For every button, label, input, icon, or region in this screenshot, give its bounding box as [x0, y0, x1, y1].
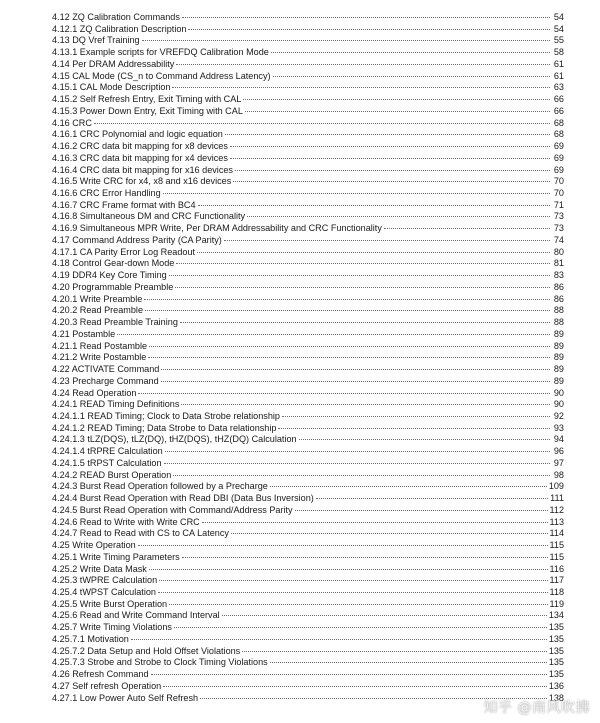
dot-leader — [159, 580, 547, 581]
toc-entry[interactable] — [52, 71, 564, 83]
dot-leader — [316, 498, 548, 499]
toc-entry-page-number: 89 — [553, 352, 564, 363]
toc-entry[interactable] — [52, 423, 564, 435]
toc-entry-page-number: 135 — [548, 633, 564, 644]
dot-leader — [94, 123, 550, 124]
dot-leader — [169, 604, 547, 605]
dot-leader — [164, 463, 550, 464]
dot-leader — [197, 252, 550, 253]
dot-leader — [231, 533, 548, 534]
toc-entry-page-number: 92 — [553, 410, 564, 421]
toc-entry[interactable] — [52, 599, 564, 611]
dot-leader — [148, 357, 550, 358]
toc-entry-title: 4.19 DDR4 Key Core Timing — [52, 270, 167, 281]
dot-leader — [181, 404, 550, 405]
dot-leader — [151, 674, 547, 675]
toc-entry-title: 4.22 ACTIVATE Command — [52, 364, 160, 375]
toc-entry-page-number: 69 — [553, 141, 564, 152]
toc-entry[interactable] — [52, 329, 564, 341]
toc-entry-title: 4.16.4 CRC data bit mapping for x16 devices — [52, 164, 233, 175]
toc-entry[interactable] — [52, 317, 564, 329]
dot-leader — [138, 393, 550, 394]
toc-entry[interactable] — [52, 153, 564, 165]
dot-leader — [384, 228, 550, 229]
dot-leader — [224, 240, 550, 241]
dot-leader — [138, 545, 548, 546]
dot-leader — [165, 451, 550, 452]
toc-entry[interactable] — [52, 470, 564, 482]
toc-entry-page-number: 117 — [549, 575, 564, 586]
toc-entry-title: 4.25.7.2 Data Setup and Hold Offset Violations — [52, 645, 241, 656]
toc-entry-page-number: 116 — [549, 563, 564, 574]
toc-entry-page-number: 135 — [548, 622, 564, 633]
dot-leader — [117, 334, 550, 335]
dot-leader — [230, 158, 550, 159]
table-of-contents — [52, 12, 564, 704]
toc-entry-page-number: 66 — [553, 94, 564, 105]
dot-leader — [182, 17, 550, 18]
dot-leader — [271, 52, 550, 53]
toc-entry-page-number: 54 — [553, 23, 564, 34]
toc-entry[interactable] — [52, 35, 564, 47]
dot-leader — [176, 263, 550, 264]
toc-entry-title: 4.20.1 Write Preamble — [52, 293, 143, 304]
toc-entry[interactable] — [52, 59, 564, 71]
toc-entry-title: 4.16.5 Write CRC for x4, x8 and x16 devices — [52, 176, 232, 187]
toc-entry[interactable] — [52, 481, 564, 493]
toc-entry-page-number: 68 — [553, 129, 564, 140]
dot-leader — [182, 557, 548, 558]
toc-entry-page-number: 69 — [553, 164, 564, 175]
toc-entry-page-number: 73 — [553, 223, 564, 234]
toc-entry[interactable] — [52, 364, 564, 376]
toc-entry[interactable] — [52, 411, 564, 423]
toc-entry[interactable] — [52, 94, 564, 106]
dot-leader — [188, 29, 550, 30]
toc-entry-page-number: 98 — [553, 469, 564, 480]
toc-entry-page-number: 118 — [549, 586, 564, 597]
toc-entry-title: 4.25.1 Write Timing Parameters — [52, 551, 180, 562]
dot-leader — [176, 64, 550, 65]
toc-entry-page-number: 96 — [553, 446, 564, 457]
toc-entry-page-number: 66 — [553, 105, 564, 116]
toc-entry[interactable] — [52, 341, 564, 353]
toc-entry-title: 4.25.5 Write Burst Operation — [52, 598, 168, 609]
toc-entry-page-number: 61 — [553, 58, 564, 69]
dot-leader — [161, 381, 550, 382]
toc-entry[interactable] — [52, 200, 564, 212]
dot-leader — [202, 522, 548, 523]
toc-entry[interactable] — [52, 82, 564, 94]
dot-leader — [225, 134, 550, 135]
toc-entry-title: 4.25.7.3 Strobe and Strobe to Clock Timing Violations — [52, 657, 268, 668]
dot-leader — [145, 310, 550, 311]
toc-entry-title: 4.15.3 Power Down Entry, Exit Timing with CAL — [52, 105, 243, 116]
toc-entry-page-number: 115 — [549, 540, 564, 551]
toc-entry-page-number: 70 — [553, 188, 564, 199]
toc-entry-page-number: 114 — [549, 528, 564, 539]
toc-entry-title: 4.25.2 Write Data Mask — [52, 563, 147, 574]
toc-entry-title: 4.24.1.2 READ Timing; Data Strobe to Data relationship — [52, 422, 277, 433]
toc-entry[interactable] — [52, 517, 564, 529]
toc-entry[interactable] — [52, 294, 564, 306]
toc-entry-page-number: 86 — [553, 281, 564, 292]
toc-entry[interactable] — [52, 587, 564, 599]
dot-leader — [270, 662, 547, 663]
toc-entry-title: 4.24.6 Read to Write with Write CRC — [52, 516, 200, 527]
toc-entry-title: 4.24 Read Operation — [52, 387, 137, 398]
toc-entry-page-number: 89 — [553, 340, 564, 351]
toc-entry-page-number: 55 — [553, 35, 564, 46]
dot-leader — [149, 346, 550, 347]
dot-leader — [163, 686, 547, 687]
toc-entry-title: 4.12.1 ZQ Calibration Description — [52, 23, 187, 34]
toc-entry[interactable] — [52, 211, 564, 223]
toc-entry[interactable] — [52, 657, 564, 669]
toc-entry-title: 4.17 Command Address Parity (CA Parity) — [52, 234, 222, 245]
toc-entry-title: 4.16.2 CRC data bit mapping for x8 devices — [52, 141, 228, 152]
toc-entry-page-number: 115 — [549, 551, 564, 562]
toc-entry-page-number: 138 — [548, 692, 564, 703]
toc-entry[interactable] — [52, 106, 564, 118]
toc-entry-page-number: 109 — [548, 481, 564, 492]
toc-entry[interactable] — [52, 282, 564, 294]
toc-entry-page-number: 89 — [553, 375, 564, 386]
dot-leader — [180, 322, 550, 323]
toc-entry-title: 4.25.7 Write Timing Violations — [52, 622, 172, 633]
dot-leader — [230, 146, 550, 147]
dot-leader — [163, 193, 550, 194]
toc-entry-title: 4.16 CRC — [52, 117, 92, 128]
dot-leader — [233, 181, 550, 182]
toc-entry-page-number: 89 — [553, 328, 564, 339]
toc-entry[interactable] — [52, 176, 564, 188]
toc-entry[interactable] — [52, 446, 564, 458]
toc-entry-title: 4.24.4 Burst Read Operation with Read DBI (Data Bus Inversion) — [52, 493, 314, 504]
toc-entry-page-number: 119 — [549, 598, 564, 609]
toc-entry-page-number: 54 — [553, 12, 564, 22]
dot-leader — [270, 486, 547, 487]
toc-entry-page-number: 70 — [553, 176, 564, 187]
toc-entry[interactable] — [52, 270, 564, 282]
toc-entry-title: 4.16.3 CRC data bit mapping for x4 devices — [52, 152, 228, 163]
toc-entry-title: 4.18 Control Gear-down Mode — [52, 258, 175, 269]
dot-leader — [172, 87, 550, 88]
toc-entry[interactable] — [52, 634, 564, 646]
toc-entry[interactable] — [52, 434, 564, 446]
toc-entry-page-number: 97 — [553, 457, 564, 468]
toc-entry-page-number: 71 — [553, 199, 564, 210]
toc-entry-page-number: 61 — [553, 70, 564, 81]
dot-leader — [175, 287, 550, 288]
dot-leader — [282, 416, 550, 417]
toc-entry-page-number: 73 — [553, 211, 564, 222]
toc-entry-title: 4.16.7 CRC Frame format with BC4 — [52, 199, 196, 210]
toc-entry-title: 4.15.2 Self Refresh Entry, Exit Timing with CAL — [52, 94, 242, 105]
toc-entry-title: 4.13.1 Example scripts for VREFDQ Calibration Mode — [52, 47, 269, 58]
toc-entry-page-number: 93 — [553, 422, 564, 433]
toc-entry-title: 4.21 Postamble — [52, 328, 116, 339]
toc-entry[interactable] — [52, 493, 564, 505]
toc-entry-page-number: 58 — [553, 47, 564, 58]
toc-entry[interactable] — [52, 540, 564, 552]
toc-entry[interactable] — [52, 165, 564, 177]
toc-entry-title: 4.15.1 CAL Mode Description — [52, 82, 171, 93]
toc-entry-title: 4.25.6 Read and Write Command Interval — [52, 610, 220, 621]
dot-leader — [142, 40, 550, 41]
toc-entry-title: 4.24.3 Burst Read Operation followed by a Precharge — [52, 481, 268, 492]
dot-leader — [242, 651, 547, 652]
dot-leader — [295, 510, 548, 511]
dot-leader — [243, 99, 550, 100]
toc-entry-title: 4.24.5 Burst Read Operation with Command/Address Parity — [52, 504, 293, 515]
dot-leader — [174, 627, 547, 628]
toc-entry[interactable] — [52, 505, 564, 517]
dot-leader — [161, 369, 550, 370]
toc-entry-title: 4.21.1 Read Postamble — [52, 340, 148, 351]
toc-entry-page-number: 135 — [548, 657, 564, 668]
dot-leader — [173, 475, 550, 476]
toc-entry-title: 4.25 Write Operation — [52, 540, 136, 551]
toc-entry[interactable] — [52, 610, 564, 622]
toc-entry-title: 4.25.7.1 Motivation — [52, 633, 129, 644]
toc-entry-title: 4.13 DQ Vref Training — [52, 35, 140, 46]
toc-entry-page-number: 81 — [553, 258, 564, 269]
toc-entry[interactable] — [52, 646, 564, 658]
dot-leader — [158, 592, 548, 593]
toc-entry-title: 4.27 Self refresh Operation — [52, 680, 162, 691]
toc-entry[interactable] — [52, 305, 564, 317]
toc-entry[interactable] — [52, 141, 564, 153]
toc-entry-page-number: 113 — [549, 516, 564, 527]
toc-entry-title: 4.24.2 READ Burst Operation — [52, 469, 172, 480]
toc-entry[interactable] — [52, 223, 564, 235]
toc-entry-title: 4.12 ZQ Calibration Commands — [52, 12, 180, 22]
toc-entry-title: 4.24.1 READ Timing Definitions — [52, 399, 180, 410]
toc-entry[interactable] — [52, 188, 564, 200]
dot-leader — [273, 76, 550, 77]
toc-entry[interactable] — [52, 564, 564, 576]
watermark: 知乎 @南风吹拂 — [483, 700, 590, 716]
toc-entry-title: 4.24.1.3 tLZ(DQS), tLZ(DQ), tHZ(DQS), tHZ(DQ) Calculation — [52, 434, 297, 445]
toc-entry-title: 4.25.3 tWPRE Calculation — [52, 575, 158, 586]
toc-entry[interactable] — [52, 129, 564, 141]
dot-leader — [131, 639, 547, 640]
toc-entry[interactable] — [52, 399, 564, 411]
dot-leader — [245, 111, 550, 112]
toc-entry-page-number: 69 — [553, 152, 564, 163]
toc-entry[interactable] — [52, 622, 564, 634]
dot-leader — [278, 428, 550, 429]
toc-entry[interactable] — [52, 388, 564, 400]
toc-entry-title: 4.16.8 Simultaneous DM and CRC Functionality — [52, 211, 246, 222]
dot-leader — [149, 569, 548, 570]
dot-leader — [169, 275, 550, 276]
toc-entry-page-number: 134 — [548, 610, 564, 621]
toc-entry[interactable] — [52, 118, 564, 130]
toc-entry-title: 4.17.1 CA Parity Error Log Readout — [52, 246, 196, 257]
toc-entry[interactable] — [52, 681, 564, 693]
toc-entry-page-number: 90 — [553, 387, 564, 398]
toc-entry-title: 4.16.1 CRC Polynomial and logic equation — [52, 129, 223, 140]
toc-entry-title: 4.20 Programmable Preamble — [52, 281, 174, 292]
toc-entry[interactable] — [52, 458, 564, 470]
toc-entry-page-number: 111 — [550, 493, 564, 504]
dot-leader — [235, 170, 550, 171]
toc-entry[interactable] — [52, 669, 564, 681]
toc-entry-page-number: 94 — [553, 434, 564, 445]
toc-entry-page-number: 88 — [553, 317, 564, 328]
toc-entry-page-number: 112 — [549, 504, 564, 515]
toc-entry-page-number: 86 — [553, 293, 564, 304]
toc-entry-page-number: 90 — [553, 399, 564, 410]
toc-entry-title: 4.26 Refresh Command — [52, 669, 149, 680]
toc-entry-title: 4.16.6 CRC Error Handling — [52, 188, 161, 199]
toc-entry-title: 4.24.1.4 tRPRE Calculation — [52, 446, 163, 457]
toc-entry-title: 4.24.1.5 tRPST Calculation — [52, 457, 162, 468]
toc-entry-page-number: 80 — [553, 246, 564, 257]
toc-entry-title: 4.21.2 Write Postamble — [52, 352, 147, 363]
toc-entry[interactable] — [52, 258, 564, 270]
toc-entry-title: 4.25.4 tWPST Calculation — [52, 586, 156, 597]
toc-entry-title: 4.16.9 Simultaneous MPR Write, Per DRAM Addressability and CRC Functionality — [52, 223, 382, 234]
toc-entry-title: 4.27.1 Low Power Auto Self Refresh — [52, 692, 199, 703]
toc-entry-page-number: 83 — [553, 270, 564, 281]
toc-entry-page-number: 89 — [553, 364, 564, 375]
toc-entry-page-number: 135 — [548, 669, 564, 680]
toc-entry-title: 4.14 Per DRAM Addressability — [52, 58, 175, 69]
toc-entry-page-number: 88 — [553, 305, 564, 316]
toc-entry-title: 4.20.3 Read Preamble Training — [52, 317, 178, 328]
dot-leader — [247, 216, 550, 217]
toc-entry-page-number: 135 — [548, 645, 564, 656]
toc-entry-page-number: 136 — [548, 680, 564, 691]
toc-entry-title: 4.24.1.1 READ Timing; Clock to Data Strobe relationship — [52, 410, 280, 421]
toc-entry[interactable] — [52, 247, 564, 259]
toc-entry[interactable] — [52, 528, 564, 540]
toc-entry[interactable] — [52, 12, 564, 24]
toc-entry[interactable] — [52, 24, 564, 36]
toc-entry[interactable] — [52, 352, 564, 364]
toc-entry[interactable] — [52, 552, 564, 564]
toc-entry-page-number: 74 — [553, 234, 564, 245]
toc-entry-title: 4.23 Precharge Command — [52, 375, 159, 386]
dot-leader — [299, 439, 550, 440]
toc-entry[interactable] — [52, 376, 564, 388]
toc-entry[interactable] — [52, 575, 564, 587]
toc-entry[interactable] — [52, 47, 564, 59]
toc-entry-title: 4.15 CAL Mode (CS_n to Command Address Latency) — [52, 70, 271, 81]
dot-leader — [144, 299, 550, 300]
dot-leader — [198, 205, 550, 206]
toc-entry-page-number: 63 — [553, 82, 564, 93]
toc-entry-title: 4.20.2 Read Preamble — [52, 305, 143, 316]
toc-entry-title: 4.24.7 Read to Read with CS to CA Latency — [52, 528, 229, 539]
toc-entry-page-number: 68 — [553, 117, 564, 128]
toc-entry[interactable] — [52, 235, 564, 247]
dot-leader — [222, 615, 547, 616]
